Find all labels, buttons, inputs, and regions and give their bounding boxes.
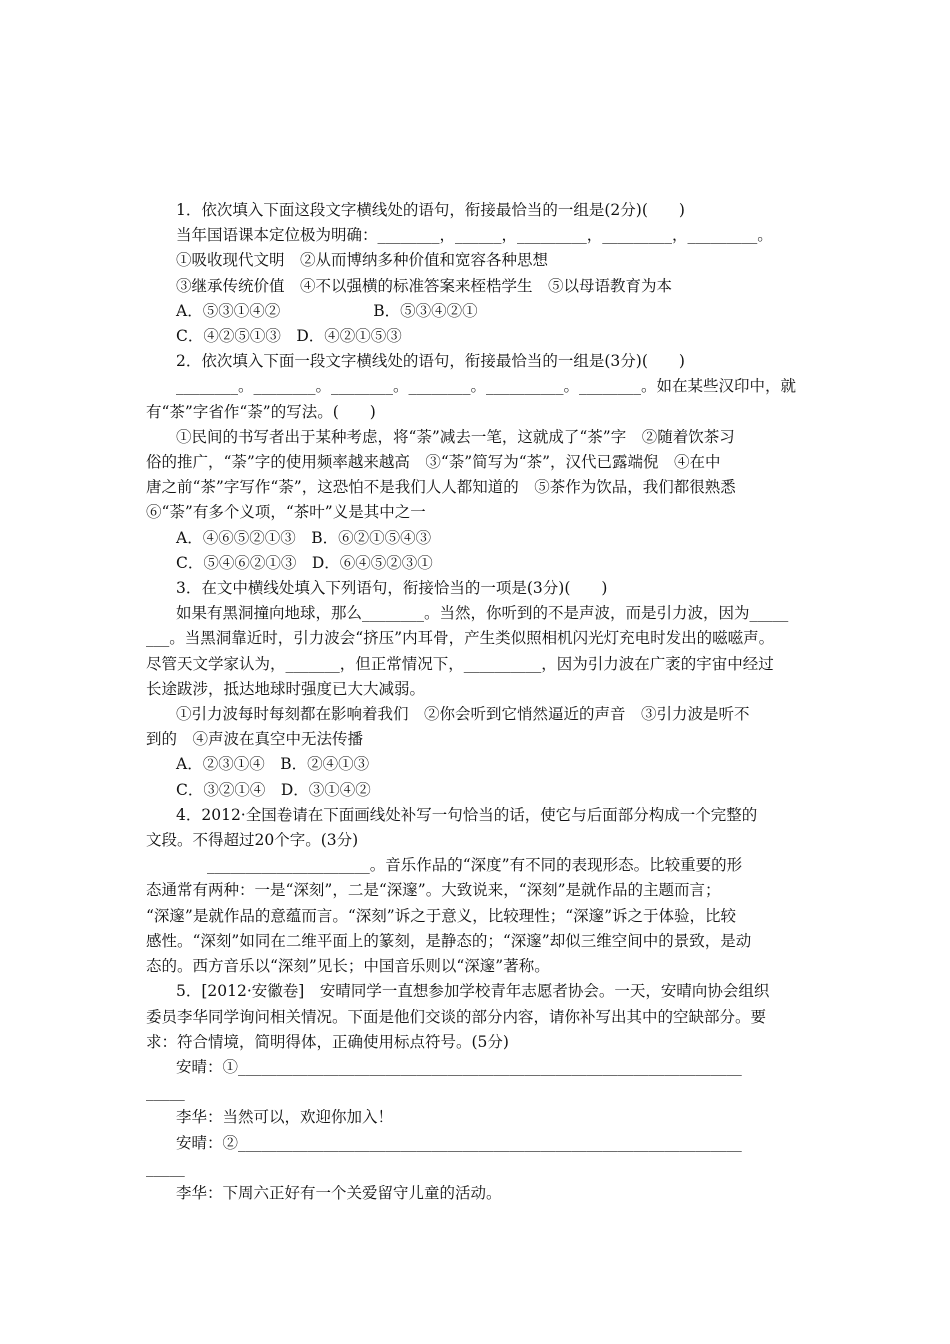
question-5 [146,979,810,1206]
q5-dialogue-1-continued: _____ [146,1083,185,1102]
q2-text-line-1: ________。________。________。________。__________。________。如在某些汉印中，就 [176,377,797,396]
q1-stem: 1．依次填入下面这段文字横线处的语句，衔接最恰当的一组是(2分)( ) [176,201,685,219]
q3-answers-cd: C．③②①④ D．③①④② [176,780,371,799]
q4-text-line-5: 态的。西方音乐以“深刻”见长；中国音乐则以“深邃”著称。 [146,957,550,976]
q3-text-line-4: 长途跋涉，抵达地球时强度已大大减弱。 [146,679,426,698]
q5-dialogue-2: 李华：当然可以，欢迎你加入！ [176,1108,394,1127]
q4-text-line-3: “深邃”是就作品的意蕴而言。“深刻”诉之于意义，比较理性；“深邃”诉之于体验，比较 [146,906,737,925]
question-4 [146,803,810,979]
q3-answers-ab: A．②③①④ B．②④①③ [176,755,370,774]
q4-text-line-2: 态通常有两种：一是“深刻”，二是“深邃”。大致说来，“深刻”是就作品的主题而言； [146,881,721,900]
q1-text: 当年国语课本定位极为明确：________，______，_________，_________，_________。 [176,226,773,245]
q3-text-line-3: 尽管天文学家认为，_______，但正常情况下，__________，因为引力波在广袤的宇宙中经过 [146,654,774,673]
q4-stem-line-2: 文段。不得超过20个字。(3分) [146,831,359,850]
q3-text-line-1: 如果有黑洞撞向地球，那么________。当然，你听到的不是声波，而是引力波，因为_____ [176,604,789,623]
q3-text-line-2: ___。当黑洞靠近时，引力波会“挤压”内耳骨，产生类似照相机闪光灯充电时发出的嗞嗞声。 [146,629,775,648]
q3-options-line-1: ①引力波每时每刻都在影响着我们 ②你会听到它悄然逼近的声音 ③引力波是听不 [176,705,750,724]
q2-options-line-1: ①民间的书写者出于某种考虑，将“荼”减去一笔，这就成了“茶”字 ②随着饮茶习 [176,427,735,446]
q1-options-line-1: ①吸收现代文明 ②从而博纳多种价值和宽容各种思想 [176,251,549,270]
q2-text-line-2: 有“茶”字省作“荼”的写法。( ) [146,402,376,421]
q2-options-line-4: ⑥“荼”有多个义项，“茶叶”义是其中之一 [146,503,426,522]
q1-answers-cd: C．④②⑤①③ D．④②①⑤③ [176,327,402,346]
q4-text-line-1: _____________________。音乐作品的“深度”有不同的表现形态。比较重要的形 [176,856,743,875]
q2-answers-cd: C．⑤④⑥②①③ D．⑥④⑤②③① [176,553,433,572]
q5-dialogue-4: 李华：下周六正好有一个关爱留守儿童的活动。 [176,1183,502,1202]
q5-stem-line-2: 委员李华同学询问相关情况。下面是他们交谈的部分内容，请你补写出其中的空缺部分。要 [146,1007,767,1026]
q2-stem: 2．依次填入下面一段文字横线处的语句，衔接最恰当的一组是(3分)( ) [176,352,685,371]
q3-stem: 3．在文中横线处填入下列语句，衔接恰当的一项是(3分)( ) [176,579,608,598]
q3-options-line-2: 到的 ④声波在真空中无法传播 [146,730,364,749]
q2-options-line-3: 唐之前“茶”字写作“荼”，这恐怕不是我们人人都知道的 ⑤茶作为饮品，我们都很熟悉 [146,478,736,497]
q1-options-line-2: ③继承传统价值 ④不以强横的标准答案来桎梏学生 ⑤以母语教育为本 [176,276,673,295]
question-2 [146,349,810,576]
q2-answers-ab: A．④⑥⑤②①③ B．⑥②①⑤④③ [176,528,432,547]
q5-stem-line-3: 求：符合情境，简明得体，正确使用标点符号。(5分) [146,1032,509,1051]
q5-stem-line-1: 5．[2012·安徽卷] 安晴同学一直想参加学校青年志愿者协会。一天，安晴向协会组织 [176,982,770,1001]
q5-dialogue-3-continued: _____ [146,1158,185,1177]
question-3 [146,576,810,803]
q2-options-line-2: 俗的推广，“荼”字的使用频率越来越高 ③“荼”简写为“茶”，汉代已露端倪 ④在中 [146,453,721,472]
q5-dialogue-1: 安晴：①_________________________________________________________________ [176,1057,742,1076]
q4-stem-line-1: 4．2012·全国卷请在下面画线处补写一句恰当的话，使它与后面部分构成一个完整的 [176,805,758,824]
q4-text-line-4: 感性。“深刻”如同在二维平面上的篆刻，是静态的；“深邃”却似三维空间中的景致，是动 [146,931,752,950]
q5-dialogue-3: 安晴：②_________________________________________________________________ [176,1133,742,1152]
question-1 [146,198,810,349]
q1-answers-ab: A．⑤③①④② B．⑤③④②① [176,301,478,320]
